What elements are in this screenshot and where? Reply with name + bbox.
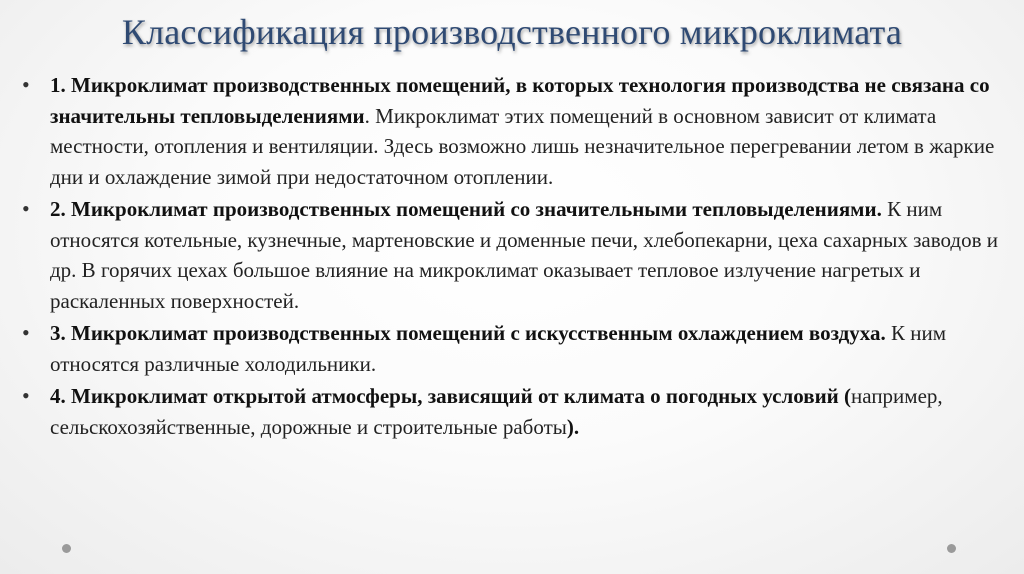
item-text: . Микроклимат этих помещений в основном зависит от климата местности, отопления и вентиляции. Здесь возможно лишь незначительное перегревании летом в жаркие дни и охлаждение зимой при недостаточном отоплении.: [50, 103, 995, 189]
item-heading: 2. Микроклимат производственных помещений со значительными тепловыделениями.: [50, 197, 882, 221]
item-heading: 4. Микроклимат открытой атмосферы, зависящий от климата о погодных условий (: [50, 384, 852, 408]
item-heading: 1. Микроклимат производственных помещений, в которых технология производства не связана со значительны тепловыделениями: [50, 73, 990, 128]
bullet-icon: •: [22, 72, 30, 97]
item-heading-end: ).: [566, 414, 580, 439]
bullet-icon: •: [22, 196, 30, 221]
list-item: [22, 70, 1002, 192]
decorative-dot-left-icon: [62, 544, 71, 553]
list-item: [22, 381, 1002, 442]
bullet-icon: •: [22, 383, 30, 408]
list-item: [22, 194, 1002, 316]
item-text: К ним относятся котельные, кузнечные, мартеновские и доменные печи, хлебопекарни, цеха сахарных заводов и др. В горячих цехах большое влияние на микроклимат оказывает тепловое излучение нагретых и раскаленных поверхностей.: [50, 197, 998, 313]
list-item: [22, 318, 1002, 379]
bullet-icon: •: [22, 320, 30, 345]
decorative-dot-right-icon: [947, 544, 956, 553]
item-text: например, сельскохозяйственные, дорожные и строительные работы: [50, 384, 943, 439]
slide-title: Классификация производственного микроклимата: [121, 12, 903, 52]
item-heading: 3. Микроклимат производственных помещений с искусственным охлаждением воздуха.: [50, 321, 886, 345]
bullet-list: [22, 70, 1002, 444]
item-text: К ним относятся различные холодильники.: [50, 321, 947, 376]
